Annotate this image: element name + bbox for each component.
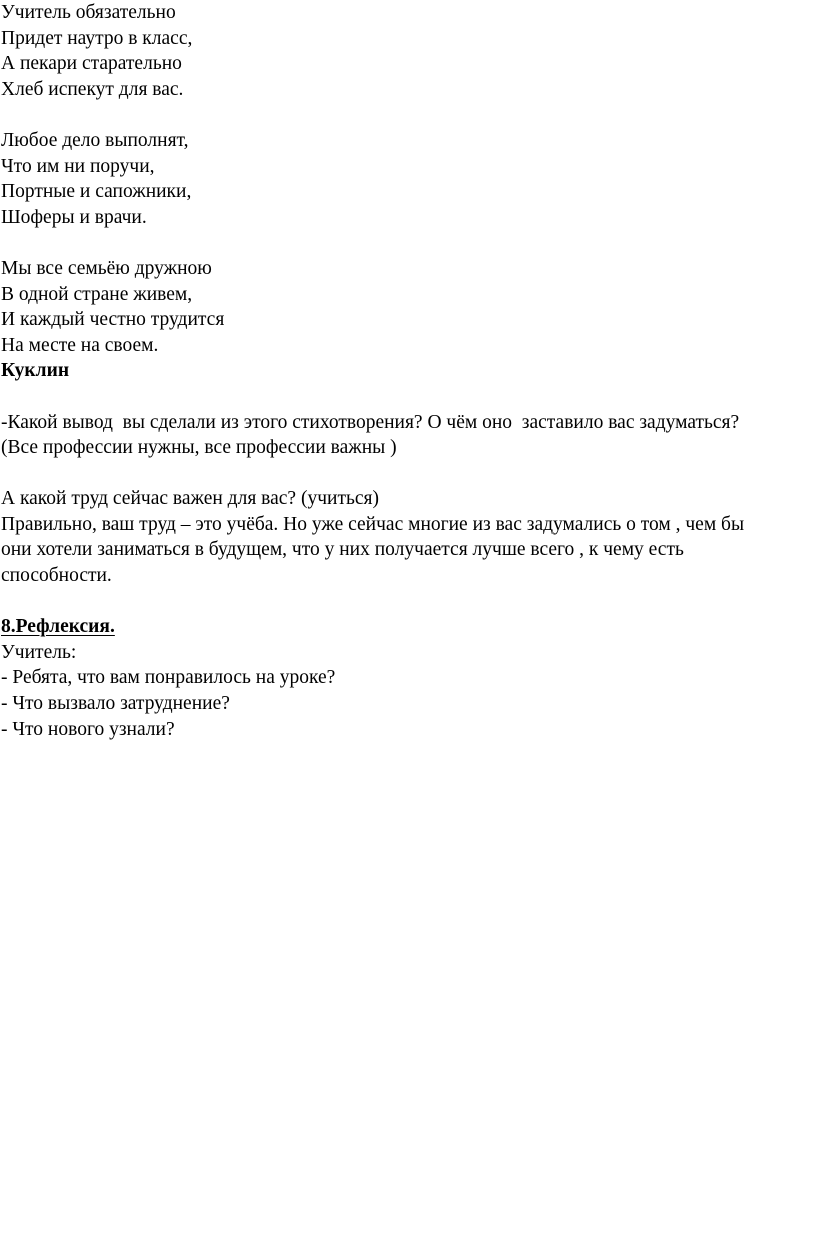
poem-stanza-2 (1, 128, 811, 230)
blank-line (1, 230, 811, 256)
poem-line: И каждый честно трудится (1, 309, 225, 331)
section-heading: 8.Рефлексия. (1, 616, 115, 638)
discussion-question-2 (1, 486, 811, 588)
paragraph-line: Правильно, ваш труд – это учёба. Но уже сейчас многие из вас задумались о том , чем бы (1, 513, 745, 535)
paragraph-line: они хотели заниматься в будущем, что у них получается лучше всего , к чему есть (1, 539, 684, 561)
poem-line: В одной стране живем, (1, 283, 193, 305)
poem-line: Портные и сапожники, (1, 181, 192, 203)
reflection-question: - Что нового узнали? (1, 718, 175, 740)
blank-line (1, 102, 811, 128)
poem-author: Куклин (1, 360, 70, 382)
discussion-question-1 (1, 410, 811, 461)
poem-line: Мы все семьёю дружною (1, 257, 212, 279)
paragraph-line: способности. (1, 565, 112, 587)
blank-line (1, 461, 811, 487)
reflection-section (1, 614, 811, 742)
poem-line: Учитель обязательно (1, 2, 176, 23)
poem-stanza-1 (1, 0, 811, 102)
poem-stanza-3 (1, 256, 811, 358)
poem-line: Шоферы и врачи. (1, 206, 147, 228)
document-body (1, 0, 811, 742)
blank-line (1, 384, 811, 410)
question-text: А какой труд сейчас важен для вас? (учиться) (1, 488, 379, 510)
reflection-question: - Что вызвало затруднение? (1, 693, 230, 715)
reflection-question: - Ребята, что вам понравилось на уроке? (1, 667, 336, 689)
blank-line (1, 589, 811, 615)
speaker-label: Учитель: (1, 641, 77, 663)
poem-line: На месте на своем. (1, 334, 159, 356)
poem-line: Что им ни поручи, (1, 155, 155, 177)
poem-line: А пекари старательно (1, 53, 182, 75)
poem-line: Придет наутро в класс, (1, 27, 193, 49)
answer-text: (Все профессии нужны, все профессии важны ) (1, 437, 397, 459)
question-text: -Какой вывод вы сделали из этого стихотворения? О чём оно заставило вас задуматься? (1, 411, 740, 433)
poem-line: Хлеб испекут для вас. (1, 78, 184, 100)
poem-line: Любое дело выполнят, (1, 129, 189, 151)
